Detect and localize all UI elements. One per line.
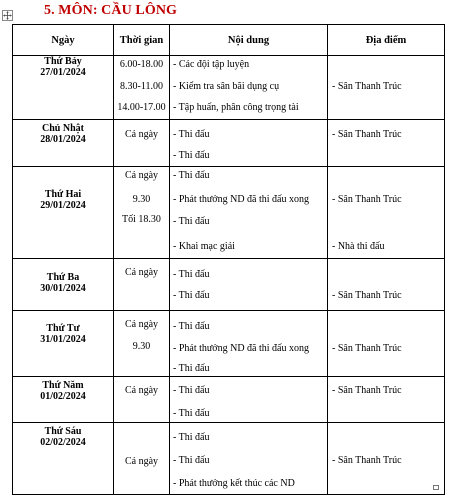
content-item: - Thi đấu xyxy=(173,408,210,419)
place-cell xyxy=(328,311,445,377)
day-date: 01/02/2024 xyxy=(40,391,86,402)
four-way-arrow-icon[interactable] xyxy=(2,10,13,21)
content-cell xyxy=(170,377,328,423)
time-slot: 14.00-17.00 xyxy=(117,102,166,113)
time-slot: Cả ngày xyxy=(124,129,159,140)
time-slot: 8.30-11.00 xyxy=(120,81,163,92)
day-date: 02/02/2024 xyxy=(40,437,86,448)
header-content: Nội dung xyxy=(170,25,328,56)
content-item: - Khai mạc giải xyxy=(173,241,235,252)
header-day: Ngày xyxy=(13,25,114,56)
time-slot: Tối 18.30 xyxy=(122,214,161,225)
table-row xyxy=(13,423,445,495)
time-slot: Cả ngày xyxy=(124,170,159,181)
content-item: - Thi đấu xyxy=(173,129,210,140)
time-cell xyxy=(114,377,170,423)
place-item: - Sân Thanh Trúc xyxy=(332,343,402,354)
day-date: 27/01/2024 xyxy=(40,67,86,78)
content-item: - Thi đấu xyxy=(173,455,210,466)
day-name: Chủ Nhật xyxy=(42,123,84,134)
place-cell xyxy=(328,167,445,259)
content-cell xyxy=(170,259,328,311)
table-header-row xyxy=(13,25,445,56)
time-cell xyxy=(114,259,170,311)
table-row xyxy=(13,259,445,311)
day-cell xyxy=(13,167,114,259)
content-item: - Phát thưởng ND đã thi đấu xong xyxy=(173,194,309,205)
day-cell xyxy=(13,311,114,377)
time-slot: Cả ngày xyxy=(124,267,159,278)
table-row xyxy=(13,167,445,259)
place-item: - Sân Thanh Trúc xyxy=(332,129,402,140)
table-row xyxy=(13,377,445,423)
place-item: - Sân Thanh Trúc xyxy=(332,455,402,466)
content-item: - Thi đấu xyxy=(173,385,210,396)
content-item: - Thi đấu xyxy=(173,363,210,374)
content-item: - Phát thưởng kết thúc các ND xyxy=(173,478,295,489)
content-cell xyxy=(170,120,328,167)
content-item: - Thi đấu xyxy=(173,269,210,280)
day-cell xyxy=(13,377,114,423)
content-item: - Thi đấu xyxy=(173,290,210,301)
place-cell xyxy=(328,259,445,311)
time-slot: Cả ngày xyxy=(124,319,159,330)
time-slot: Cả ngày xyxy=(124,385,159,396)
content-cell xyxy=(170,311,328,377)
day-cell xyxy=(13,120,114,167)
day-name: Thứ Ba xyxy=(46,272,80,283)
content-cell xyxy=(170,423,328,495)
day-date: 28/01/2024 xyxy=(40,134,86,145)
content-item: - Kiểm tra sân bãi dụng cụ xyxy=(173,81,280,92)
day-date: 30/01/2024 xyxy=(40,283,86,294)
content-item: - Phát thưởng ND đã thi đấu xong xyxy=(173,343,309,354)
time-slot: 9.30 xyxy=(132,194,151,205)
place-item: - Sân Thanh Trúc xyxy=(332,81,402,92)
header-place: Địa điểm xyxy=(328,25,445,56)
day-name: Thứ Bảy xyxy=(44,56,82,67)
time-cell xyxy=(114,120,170,167)
day-date: 31/01/2024 xyxy=(40,334,86,345)
place-cell xyxy=(328,56,445,120)
content-item: - Các đội tập luyện xyxy=(173,59,250,70)
day-name: Thứ Năm xyxy=(42,380,84,391)
place-item: - Sân Thanh Trúc xyxy=(332,194,402,205)
content-cell xyxy=(170,56,328,120)
day-name: Thứ Sáu xyxy=(44,426,82,437)
place-cell xyxy=(328,423,445,495)
time-slot: 6.00-18.00 xyxy=(119,59,164,70)
time-cell xyxy=(114,56,170,120)
place-cell xyxy=(328,120,445,167)
content-item: - Thi đấu xyxy=(173,170,210,181)
place-item: - Nhà thi đấu xyxy=(332,241,385,252)
day-cell xyxy=(13,56,114,120)
place-item: - Sân Thanh Trúc xyxy=(332,385,402,396)
content-item: - Thi đấu xyxy=(173,216,210,227)
day-date: 29/01/2024 xyxy=(40,200,86,211)
time-cell xyxy=(114,311,170,377)
content-item: - Thi đấu xyxy=(173,150,210,161)
table-row xyxy=(13,311,445,377)
section-heading: 5. MÔN: CẦU LÔNG xyxy=(44,3,178,18)
content-item: - Tập huấn, phân công trọng tài xyxy=(173,102,299,113)
content-item: - Thi đấu xyxy=(173,321,210,332)
day-name: Thứ Tư xyxy=(46,323,80,334)
time-slot: 9.30 xyxy=(132,341,151,352)
day-cell xyxy=(13,423,114,495)
content-cell xyxy=(170,167,328,259)
content-item: - Thi đấu xyxy=(173,432,210,443)
schedule-table xyxy=(12,24,445,495)
place-cell xyxy=(328,377,445,423)
day-cell xyxy=(13,259,114,311)
header-time: Thời gian xyxy=(114,25,170,56)
time-cell xyxy=(114,423,170,495)
resize-handle-icon[interactable] xyxy=(433,485,439,490)
time-cell xyxy=(114,167,170,259)
place-item: - Sân Thanh Trúc xyxy=(332,290,402,301)
table-row xyxy=(13,56,445,120)
table-row xyxy=(13,120,445,167)
day-name: Thứ Hai xyxy=(44,189,82,200)
time-slot: Cả ngày xyxy=(124,456,159,467)
